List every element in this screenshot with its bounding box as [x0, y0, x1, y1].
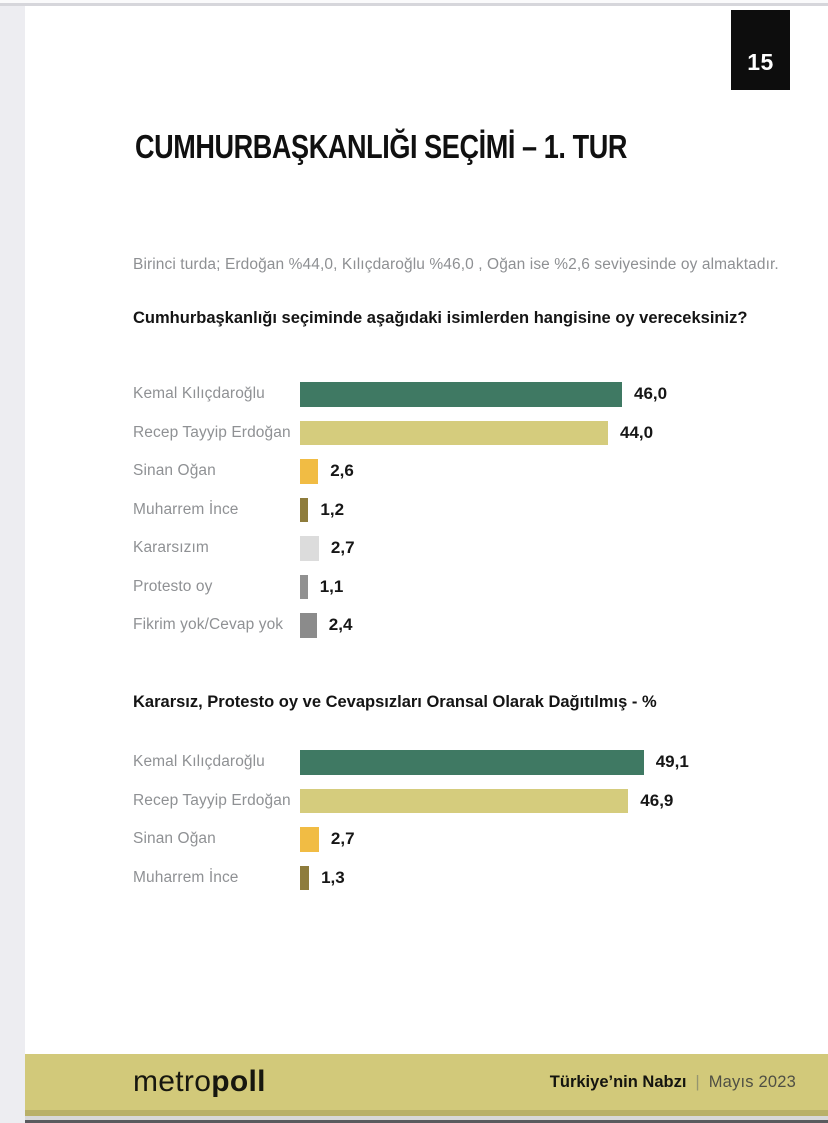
- bar: [300, 613, 317, 638]
- chart-row: [133, 827, 828, 852]
- chart-row: [133, 789, 828, 814]
- bar: [300, 750, 644, 775]
- bar-category-label: Recep Tayyip Erdoğan: [133, 423, 291, 441]
- bar: [300, 498, 308, 523]
- chart-row: [133, 421, 828, 446]
- bar-category-label: Kararsızım: [133, 539, 209, 557]
- bar-category-label: Kemal Kılıçdaroğlu: [133, 385, 265, 403]
- bar-value: 2,7: [330, 538, 355, 558]
- bar: [300, 866, 309, 891]
- chart-row: [133, 575, 828, 600]
- metropoll-logo: [133, 1065, 266, 1099]
- bar-category-label: Protesto oy: [133, 577, 213, 595]
- bar: [300, 459, 318, 484]
- footer-band: [25, 1054, 828, 1110]
- bar: [300, 789, 628, 814]
- bar-value: 44,0: [620, 422, 654, 442]
- publication-name: Türkiye’nin Nabzı: [549, 1072, 687, 1091]
- chart-row: [133, 613, 828, 638]
- bar: [300, 536, 319, 561]
- chart-row: [133, 382, 828, 407]
- bar-value: 2,6: [330, 461, 354, 481]
- logo-metro-text: metro: [133, 1065, 212, 1098]
- bar-value: 46,9: [640, 790, 674, 810]
- bar-category-label: Muharrem İnce: [133, 868, 239, 886]
- chart-row: [133, 536, 828, 561]
- bar: [300, 382, 622, 407]
- bar-value: 2,7: [330, 829, 355, 849]
- bar-category-label: Kemal Kılıçdaroğlu: [133, 753, 265, 771]
- chart-row: [133, 498, 828, 523]
- intro-text: Birinci turda; Erdoğan %44,0, Kılıçdaroğlu %46,0 , Oğan ise %2,6 seviyesinde oy almaktadır.: [133, 256, 779, 273]
- bar-category-label: Sinan Oğan: [133, 830, 216, 848]
- bar: [300, 421, 608, 446]
- bar-value: 49,1: [655, 752, 689, 772]
- footer-publication-info: [550, 1073, 796, 1092]
- bar-category-label: Muharrem İnce: [133, 500, 239, 518]
- footer-separator: |: [695, 1072, 700, 1091]
- page-title: CUMHURBAŞKANLIĞI SEÇİMİ – 1. TUR: [135, 128, 628, 165]
- chart-row: [133, 750, 828, 775]
- bar-value: 1,1: [319, 576, 344, 596]
- chart2-title: Kararsız, Protesto oy ve Cevapsızları Oransal Olarak Dağıtılmış - %: [133, 693, 657, 711]
- bar-value: 2,4: [328, 615, 353, 635]
- chart-row: [133, 459, 828, 484]
- chart-redistributed: [133, 750, 828, 904]
- publication-date: Mayıs 2023: [708, 1072, 796, 1091]
- chart-first-round: [133, 382, 828, 652]
- bar-category-label: Sinan Oğan: [133, 462, 216, 480]
- bar-value: 1,3: [321, 867, 345, 887]
- bar: [300, 575, 308, 600]
- bar-category-label: Fikrim yok/Cevap yok: [133, 616, 284, 634]
- bar-category-label: Recep Tayyip Erdoğan: [133, 791, 291, 809]
- bar-value: 1,2: [320, 499, 345, 519]
- logo-poll-text: poll: [211, 1065, 266, 1098]
- page-number-badge: [731, 10, 790, 90]
- chart1-question: Cumhurbaşkanlığı seçiminde aşağıdaki isimlerden hangisine oy vereceksiniz?: [133, 309, 748, 327]
- bar: [300, 827, 319, 852]
- bar-value: 46,0: [634, 384, 668, 404]
- page-number: 15: [747, 49, 774, 75]
- report-page: [25, 6, 828, 1123]
- chart-row: [133, 866, 828, 891]
